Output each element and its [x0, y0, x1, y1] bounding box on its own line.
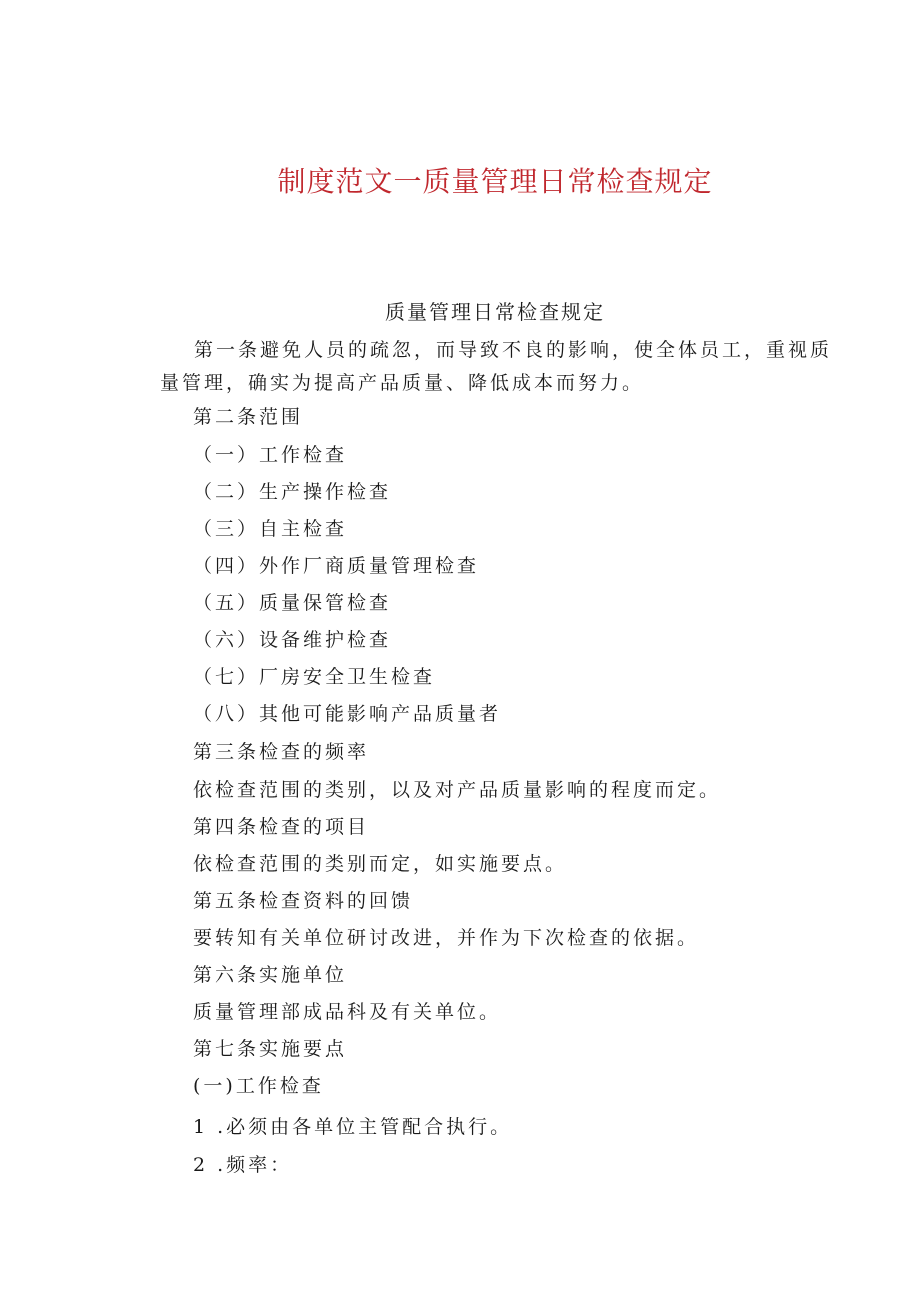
article-5-text: 要转知有关单位研讨改进，并作为下次检查的依据。 [193, 927, 700, 949]
article-4-heading: 第四条检查的项目 [193, 816, 370, 838]
article-4-text: 依检查范围的类别而定，如实施要点。 [193, 853, 568, 875]
article-6-heading: 第六条实施单位 [193, 964, 348, 986]
list-item: 1 .必须由各单位主管配合执行。 [193, 1116, 513, 1138]
article-1-paragraph: 第一条避免人员的疏忽，而导致不良的影响，使全体员工，重视质量管理，确实为提高产品质量、降低成本而努力。 [160, 339, 833, 394]
list-item: 2 .频率： [193, 1154, 293, 1176]
scope-item: （八）其他可能影响产品质量者 [193, 703, 502, 725]
scope-item: （一）工作检查 [193, 444, 348, 466]
scope-item: （七）厂房安全卫生检查 [193, 666, 436, 688]
article-5-heading: 第五条检查资料的回馈 [193, 890, 414, 912]
article-3-text: 依检查范围的类别，以及对产品质量影响的程度而定。 [193, 779, 722, 801]
article-6-text: 质量管理部成品科及有关单位。 [193, 1001, 502, 1023]
article-7-subheading: (一)工作检查 [193, 1075, 324, 1097]
article-3-heading: 第三条检查的频率 [193, 741, 370, 763]
article-7-heading: 第七条实施要点 [193, 1038, 348, 1060]
scope-item: （四）外作厂商质量管理检查 [193, 555, 480, 577]
scope-item: （二）生产操作检查 [193, 481, 392, 503]
article-2-heading: 第二条范围 [193, 406, 304, 428]
document-title: 制度范文一质量管理日常检查规定 [277, 165, 713, 198]
section-title: 质量管理日常检查规定 [385, 300, 605, 324]
scope-item: （五）质量保管检查 [193, 592, 392, 614]
scope-item: （三）自主检查 [193, 518, 348, 540]
scope-item: （六）设备维护检查 [193, 629, 392, 651]
